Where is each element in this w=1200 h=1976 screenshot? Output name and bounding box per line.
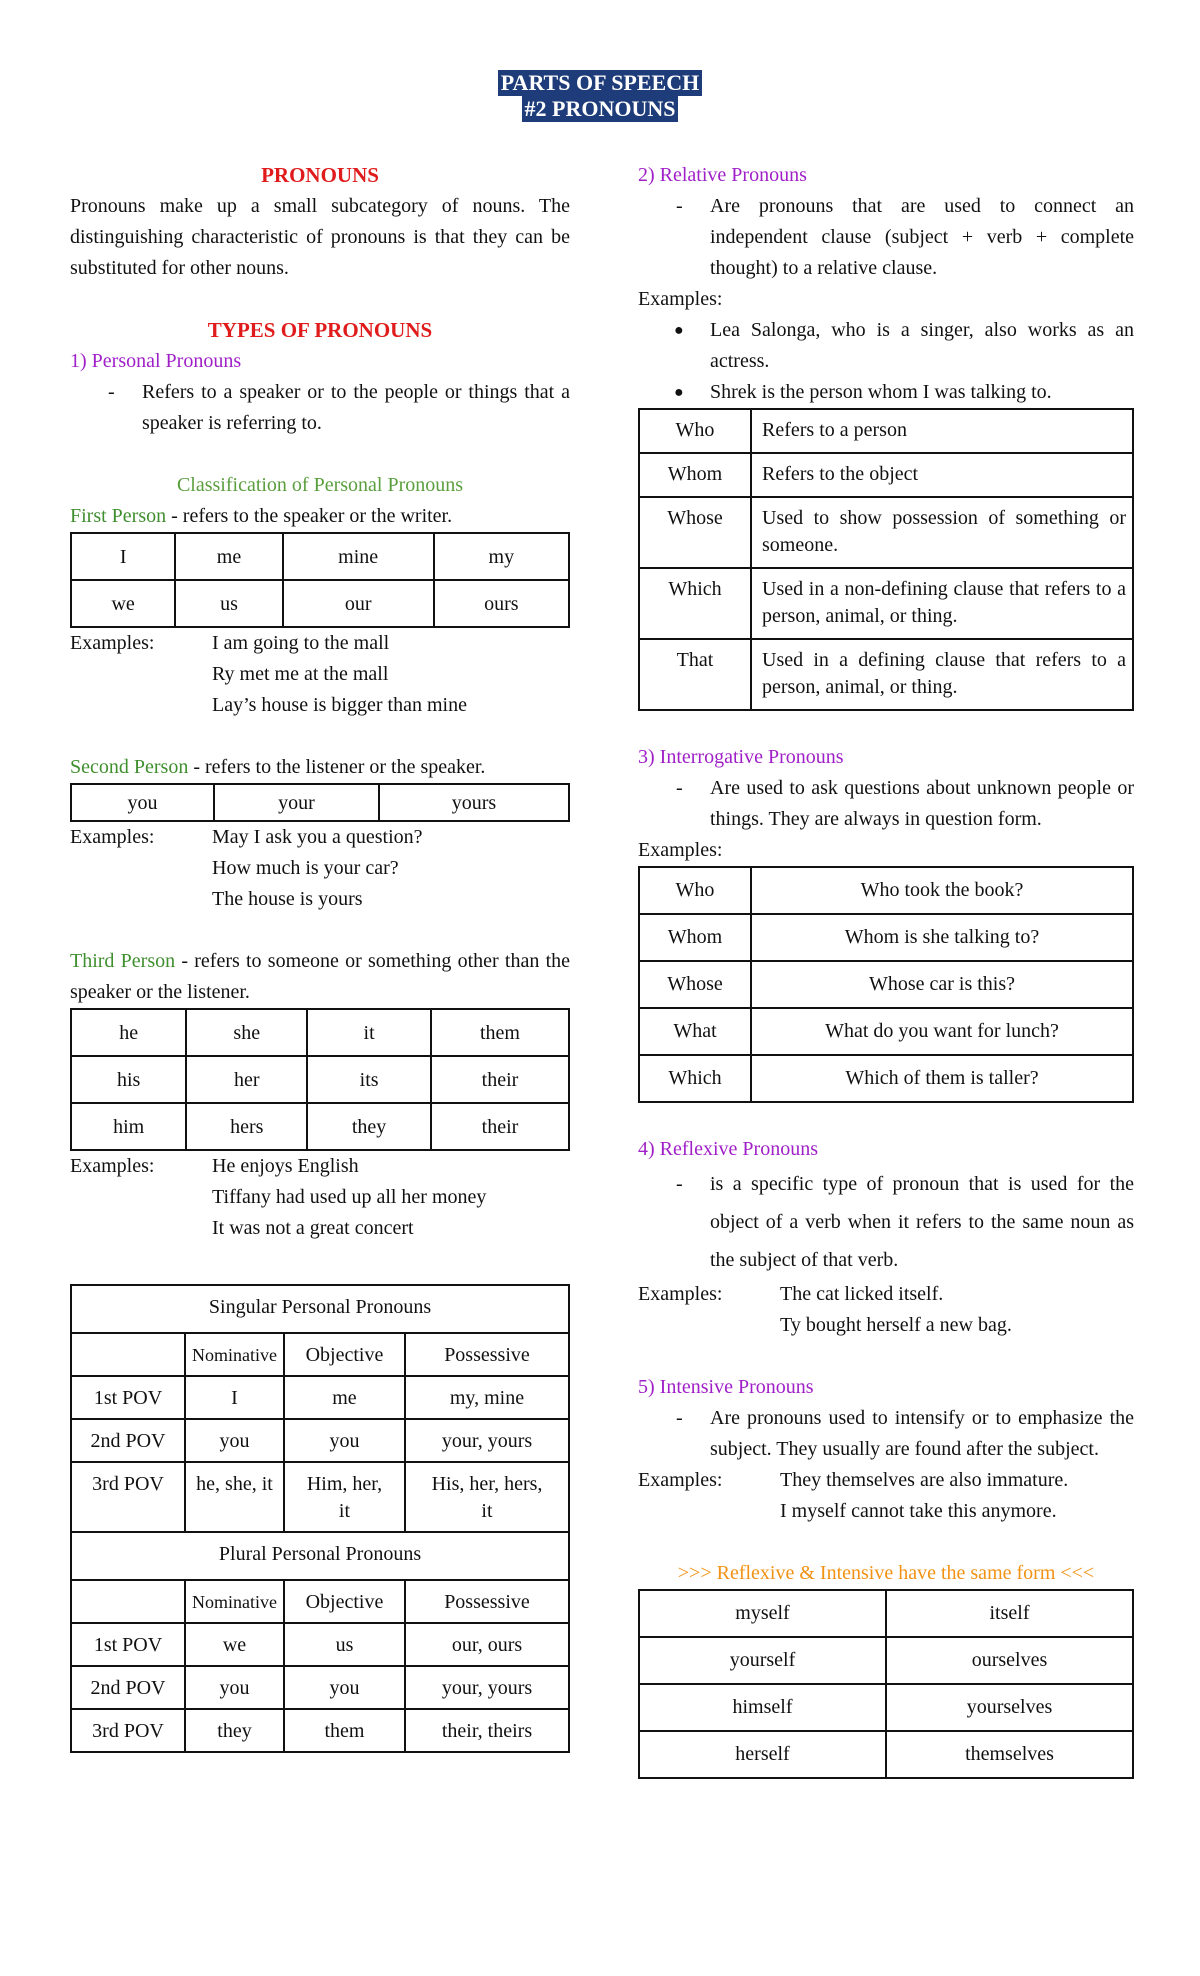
table-cell <box>71 1580 185 1623</box>
interrogative-definition: - Are used to ask questions about unknown people or things. They are always in question form. <box>676 777 1134 830</box>
intensive-examples: Examples: They themselves are also immature. I myself cannot take this anymore. <box>638 1465 1134 1527</box>
pronouns-intro: Pronouns make up a small subcategory of nouns. The distinguishing characteristic of pronouns is that they can be substituted for other nouns. <box>70 195 570 279</box>
table-cell: you <box>185 1419 284 1462</box>
table-row <box>71 1009 569 1056</box>
table-row <box>639 1008 1133 1055</box>
third-person-line: Third Person - refers to someone or something other than the speaker or the listener. <box>70 950 570 1003</box>
first-person-table <box>70 532 570 628</box>
table-cell: Used to show possession of something or someone. <box>751 497 1133 568</box>
example-line: Tiffany had used up all her money <box>212 1186 487 1208</box>
table-row <box>71 1419 569 1462</box>
col-header-nominative: Nominative <box>185 1333 284 1376</box>
relative-examples-label: Examples: <box>638 288 723 310</box>
table-cell: yours <box>379 784 569 821</box>
table-row <box>639 1055 1133 1102</box>
table-cell: me <box>175 533 282 580</box>
row-label: 1st POV <box>71 1623 185 1666</box>
table-cell: themselves <box>886 1731 1133 1778</box>
example-line: Lay’s house is bigger than mine <box>212 694 467 716</box>
table-row <box>71 1580 569 1623</box>
table-cell: our <box>283 580 434 627</box>
table-cell: your <box>214 784 379 821</box>
table-row <box>71 1532 569 1580</box>
table-row <box>71 784 569 821</box>
first-person-examples: Examples: I am going to the mall Ry met me at the mall Lay’s house is bigger than mine <box>70 628 570 721</box>
table-cell: Whom <box>639 453 751 497</box>
header-line-1: PARTS OF SPEECH <box>498 70 702 96</box>
table-row <box>71 1376 569 1419</box>
interrogative-heading: 3) Interrogative Pronouns <box>638 746 844 768</box>
table-row <box>639 639 1133 710</box>
table-cell: herself <box>639 1731 886 1778</box>
table-cell: Refers to the object <box>751 453 1133 497</box>
example-line: They themselves are also immature. <box>780 1469 1069 1491</box>
table-cell: Whom is she talking to? <box>751 914 1133 961</box>
table-cell: Him, her, it <box>284 1462 405 1532</box>
second-person-examples: Examples: May I ask you a question? How much is your car? The house is yours <box>70 822 570 915</box>
row-label: 3rd POV <box>71 1709 185 1752</box>
table-cell: Which <box>639 568 751 639</box>
table-row <box>639 1684 1133 1731</box>
table-cell: they <box>185 1709 284 1752</box>
document-header <box>0 70 1200 122</box>
table-cell: us <box>175 580 282 627</box>
example-line: He enjoys English <box>212 1155 359 1177</box>
table-cell: us <box>284 1623 405 1666</box>
table-cell: Refers to a person <box>751 409 1133 453</box>
table-cell: Whose car is this? <box>751 961 1133 1008</box>
table-cell: myself <box>639 1590 886 1637</box>
table-cell: your, yours <box>405 1419 569 1462</box>
col-header-objective: Objective <box>284 1580 405 1623</box>
table-row <box>71 1285 569 1333</box>
col-header-possessive: Possessive <box>405 1333 569 1376</box>
table-cell: their, theirs <box>405 1709 569 1752</box>
row-label: 3rd POV <box>71 1462 185 1532</box>
relative-definition: - Are pronouns that are used to connect an independent clause (subject + verb + complete thought) to a relative clause. <box>676 195 1134 279</box>
table-cell: hers <box>186 1103 307 1150</box>
table-cell: himself <box>639 1684 886 1731</box>
example-line: How much is your car? <box>212 857 399 879</box>
table-cell: your, yours <box>405 1666 569 1709</box>
table-cell: Who took the book? <box>751 867 1133 914</box>
table-cell: you <box>185 1666 284 1709</box>
table-cell: them <box>284 1709 405 1752</box>
table-cell: our, ours <box>405 1623 569 1666</box>
table-row <box>639 867 1133 914</box>
table-cell: What do you want for lunch? <box>751 1008 1133 1055</box>
table-row <box>71 1056 569 1103</box>
third-person-examples: Examples: He enjoys English Tiffany had used up all her money It was not a great concert <box>70 1151 570 1244</box>
intensive-definition: - Are pronouns used to intensify or to emphasize the subject. They usually are found after the subject. <box>676 1407 1134 1460</box>
table-row <box>639 1590 1133 1637</box>
table-cell: we <box>71 580 175 627</box>
example-line: I am going to the mall <box>212 632 390 654</box>
table-row <box>71 1666 569 1709</box>
table-row <box>639 961 1133 1008</box>
table-row <box>71 1103 569 1150</box>
plural-title: Plural Personal Pronouns <box>71 1532 569 1580</box>
table-cell: her <box>186 1056 307 1103</box>
example-line: Ty bought herself a new bag. <box>780 1314 1012 1336</box>
table-row <box>639 1731 1133 1778</box>
table-cell: I <box>185 1376 284 1419</box>
left-column <box>70 160 570 1753</box>
right-column <box>638 160 1134 1779</box>
row-label: 1st POV <box>71 1376 185 1419</box>
table-row <box>71 1462 569 1532</box>
table-cell: him <box>71 1103 186 1150</box>
table-cell: them <box>431 1009 569 1056</box>
table-cell: Whose <box>639 961 751 1008</box>
table-cell: What <box>639 1008 751 1055</box>
singular-title: Singular Personal Pronouns <box>71 1285 569 1333</box>
table-cell: Whose <box>639 497 751 568</box>
table-cell: Who <box>639 867 751 914</box>
second-person-line: Second Person - refers to the listener or the speaker. <box>70 756 486 778</box>
personal-heading: 1) Personal Pronouns <box>70 350 242 372</box>
table-row <box>71 580 569 627</box>
col-header-nominative: Nominative <box>185 1580 284 1623</box>
relative-pronouns-table <box>638 408 1134 711</box>
col-header-objective: Objective <box>284 1333 405 1376</box>
table-cell: yourselves <box>886 1684 1133 1731</box>
table-cell: their <box>431 1103 569 1150</box>
reflexive-heading: 4) Reflexive Pronouns <box>638 1138 818 1160</box>
table-cell <box>71 1333 185 1376</box>
table-cell: Whom <box>639 914 751 961</box>
table-cell: you <box>71 784 214 821</box>
personal-definition: - Refers to a speaker or to the people or things that a speaker is referring to. <box>108 381 570 434</box>
table-cell: I <box>71 533 175 580</box>
table-cell: its <box>307 1056 431 1103</box>
table-cell: Who <box>639 409 751 453</box>
table-cell: itself <box>886 1590 1133 1637</box>
example-line: It was not a great concert <box>212 1217 414 1239</box>
example-line: I myself cannot take this anymore. <box>780 1500 1057 1522</box>
classification-heading: Classification of Personal Pronouns <box>176 474 464 496</box>
table-cell: you <box>284 1419 405 1462</box>
table-cell: mine <box>283 533 434 580</box>
table-row <box>71 533 569 580</box>
table-cell: he, she, it <box>185 1462 284 1532</box>
example-line: The house is yours <box>212 888 363 910</box>
first-person-line: First Person - refers to the speaker or the writer. <box>70 505 453 527</box>
table-cell: Which <box>639 1055 751 1102</box>
table-row <box>71 1709 569 1752</box>
table-cell: That <box>639 639 751 710</box>
intensive-heading: 5) Intensive Pronouns <box>638 1376 814 1398</box>
table-cell: you <box>284 1666 405 1709</box>
table-cell: Used in a defining clause that refers to a person, animal, or thing. <box>751 639 1133 710</box>
table-cell: we <box>185 1623 284 1666</box>
row-label: 2nd POV <box>71 1666 185 1709</box>
example-line: The cat licked itself. <box>780 1283 944 1305</box>
table-cell: it <box>307 1009 431 1056</box>
example-line: Ry met me at the mall <box>212 663 389 685</box>
table-cell: my, mine <box>405 1376 569 1419</box>
table-row <box>639 409 1133 453</box>
table-cell: they <box>307 1103 431 1150</box>
table-row <box>639 1637 1133 1684</box>
table-row <box>71 1333 569 1376</box>
table-cell: Used in a non-defining clause that refers to a person, animal, or thing. <box>751 568 1133 639</box>
reflexive-definition: - is a specific type of pronoun that is used for the object of a verb when it refers to the same noun as the subject of that verb. <box>676 1173 1134 1271</box>
pronouns-title: PRONOUNS <box>261 163 379 187</box>
table-cell: Which of them is taller? <box>751 1055 1133 1102</box>
list-item: ● Lea Salonga, who is a singer, also works as an actress. <box>674 319 1134 372</box>
example-line: May I ask you a question? <box>212 826 423 848</box>
table-row <box>639 914 1133 961</box>
list-item: ● Shrek is the person whom I was talking to. <box>674 381 1052 403</box>
personal-pronouns-summary-table <box>70 1284 570 1753</box>
table-cell: me <box>284 1376 405 1419</box>
table-cell: my <box>434 533 569 580</box>
table-cell: she <box>186 1009 307 1056</box>
relative-heading: 2) Relative Pronouns <box>638 164 807 186</box>
table-cell: ours <box>434 580 569 627</box>
table-row <box>639 568 1133 639</box>
third-person-table <box>70 1008 570 1151</box>
table-cell: he <box>71 1009 186 1056</box>
table-cell: his <box>71 1056 186 1103</box>
table-row <box>639 497 1133 568</box>
table-cell: His, her, hers, it <box>405 1462 569 1532</box>
table-cell: yourself <box>639 1637 886 1684</box>
interrogative-examples-label: Examples: <box>638 839 723 861</box>
row-label: 2nd POV <box>71 1419 185 1462</box>
table-row <box>639 453 1133 497</box>
header-line-2: #2 PRONOUNS <box>522 96 679 122</box>
second-person-table <box>70 783 570 822</box>
types-title: TYPES OF PRONOUNS <box>207 318 433 342</box>
col-header-possessive: Possessive <box>405 1580 569 1623</box>
same-form-note: >>> Reflexive & Intensive have the same form <<< <box>677 1562 1095 1584</box>
table-cell: their <box>431 1056 569 1103</box>
interrogative-pronouns-table <box>638 866 1134 1103</box>
reflexive-examples: Examples: The cat licked itself. Ty bought herself a new bag. <box>638 1279 1134 1341</box>
table-row <box>71 1623 569 1666</box>
table-cell: ourselves <box>886 1637 1133 1684</box>
reflexive-intensive-table <box>638 1589 1134 1779</box>
